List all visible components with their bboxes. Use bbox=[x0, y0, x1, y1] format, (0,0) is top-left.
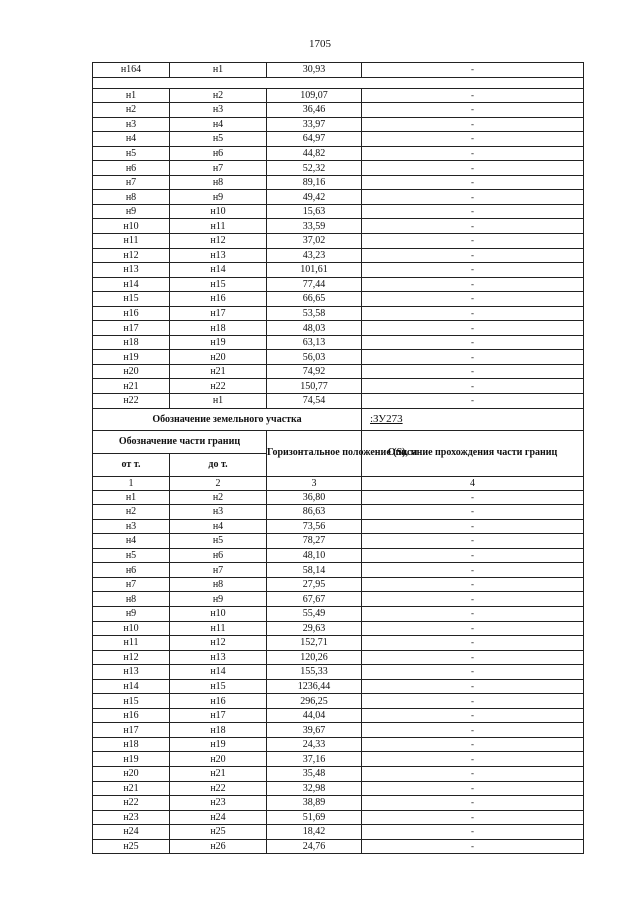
length-value: 77,44 bbox=[267, 277, 362, 292]
to-point: н16 bbox=[170, 292, 267, 307]
description-cell: - bbox=[362, 810, 584, 825]
to-point: н5 bbox=[170, 534, 267, 549]
length-value: 150,77 bbox=[267, 379, 362, 394]
description-cell: - bbox=[362, 577, 584, 592]
to-point: н6 bbox=[170, 146, 267, 161]
column-number: 4 bbox=[362, 476, 584, 490]
from-point: н1 bbox=[93, 88, 170, 103]
length-value: 48,03 bbox=[267, 321, 362, 336]
description-cell: - bbox=[362, 117, 584, 132]
from-point: н6 bbox=[93, 563, 170, 578]
column-number: 1 bbox=[93, 476, 170, 490]
length-value: 296,25 bbox=[267, 694, 362, 709]
blank-row bbox=[93, 77, 584, 88]
table-row bbox=[93, 810, 584, 825]
table-row bbox=[93, 737, 584, 752]
from-point: н8 bbox=[93, 592, 170, 607]
table-row bbox=[93, 534, 584, 549]
horizontal-header: Горизонтальное положение (S), м bbox=[267, 430, 362, 476]
from-point: н2 bbox=[93, 505, 170, 520]
description-cell: - bbox=[362, 306, 584, 321]
table-row bbox=[93, 175, 584, 190]
length-value: 24,76 bbox=[267, 839, 362, 854]
to-point: н4 bbox=[170, 117, 267, 132]
land-plot-label: Обозначение земельного участка bbox=[93, 408, 362, 430]
description-header: Описание прохождения части границ bbox=[362, 430, 584, 476]
description-cell: - bbox=[362, 234, 584, 249]
to-point: н19 bbox=[170, 737, 267, 752]
description-cell: - bbox=[362, 364, 584, 379]
to-point: н21 bbox=[170, 766, 267, 781]
from-point: н19 bbox=[93, 350, 170, 365]
from-point: н5 bbox=[93, 146, 170, 161]
table-row bbox=[93, 650, 584, 665]
to-point: н7 bbox=[170, 563, 267, 578]
table-row bbox=[93, 88, 584, 103]
to-point: н9 bbox=[170, 592, 267, 607]
header-row bbox=[93, 430, 584, 453]
from-point: н12 bbox=[93, 248, 170, 263]
to-point: н8 bbox=[170, 175, 267, 190]
description-cell: - bbox=[362, 321, 584, 336]
from-point: н9 bbox=[93, 606, 170, 621]
from-point: н21 bbox=[93, 379, 170, 394]
description-cell: - bbox=[362, 592, 584, 607]
to-point: н15 bbox=[170, 679, 267, 694]
table-row bbox=[93, 796, 584, 811]
length-value: 29,63 bbox=[267, 621, 362, 636]
length-value: 37,16 bbox=[267, 752, 362, 767]
from-point: н16 bbox=[93, 708, 170, 723]
to-point: н20 bbox=[170, 752, 267, 767]
length-value: 53,58 bbox=[267, 306, 362, 321]
table-row bbox=[93, 350, 584, 365]
to-point: н15 bbox=[170, 277, 267, 292]
table-row bbox=[93, 321, 584, 336]
length-value: 27,95 bbox=[267, 577, 362, 592]
to-point: н12 bbox=[170, 636, 267, 651]
to-point: н19 bbox=[170, 335, 267, 350]
table-row bbox=[93, 519, 584, 534]
table-row bbox=[93, 63, 584, 78]
from-point: н20 bbox=[93, 364, 170, 379]
description-cell: - bbox=[362, 219, 584, 234]
from-point: н14 bbox=[93, 277, 170, 292]
from-point: н10 bbox=[93, 219, 170, 234]
to-point: н1 bbox=[170, 394, 267, 409]
from-point: н21 bbox=[93, 781, 170, 796]
table-row bbox=[93, 364, 584, 379]
table-row bbox=[93, 621, 584, 636]
to-point: н17 bbox=[170, 306, 267, 321]
length-value: 86,63 bbox=[267, 505, 362, 520]
from-point: н9 bbox=[93, 204, 170, 219]
land-plot-row bbox=[93, 408, 584, 430]
table-row bbox=[93, 132, 584, 147]
description-cell: - bbox=[362, 839, 584, 854]
length-value: 63,13 bbox=[267, 335, 362, 350]
to-point: н21 bbox=[170, 364, 267, 379]
from-point: н1 bbox=[93, 490, 170, 505]
table-row bbox=[93, 234, 584, 249]
length-value: 38,89 bbox=[267, 796, 362, 811]
from-point: н14 bbox=[93, 679, 170, 694]
description-cell: - bbox=[362, 606, 584, 621]
length-value: 43,23 bbox=[267, 248, 362, 263]
from-point: н7 bbox=[93, 577, 170, 592]
from-point: н4 bbox=[93, 132, 170, 147]
length-value: 18,42 bbox=[267, 825, 362, 840]
length-value: 36,80 bbox=[267, 490, 362, 505]
from-point: н15 bbox=[93, 694, 170, 709]
description-cell: - bbox=[362, 63, 584, 78]
to-point: н10 bbox=[170, 204, 267, 219]
to-point: н22 bbox=[170, 379, 267, 394]
description-cell: - bbox=[362, 548, 584, 563]
description-cell: - bbox=[362, 161, 584, 176]
table-row bbox=[93, 694, 584, 709]
parts-header: Обозначение части границ bbox=[93, 430, 267, 453]
from-point: н13 bbox=[93, 665, 170, 680]
length-value: 73,56 bbox=[267, 519, 362, 534]
table-row bbox=[93, 248, 584, 263]
from-point: н11 bbox=[93, 234, 170, 249]
table-row bbox=[93, 277, 584, 292]
description-cell: - bbox=[362, 277, 584, 292]
description-cell: - bbox=[362, 263, 584, 278]
description-cell: - bbox=[362, 490, 584, 505]
table-row bbox=[93, 548, 584, 563]
table-row bbox=[93, 190, 584, 205]
table-row bbox=[93, 219, 584, 234]
length-value: 64,97 bbox=[267, 132, 362, 147]
description-cell: - bbox=[362, 146, 584, 161]
length-value: 120,26 bbox=[267, 650, 362, 665]
from-point: н4 bbox=[93, 534, 170, 549]
to-point: н7 bbox=[170, 161, 267, 176]
description-cell: - bbox=[362, 752, 584, 767]
to-point: н6 bbox=[170, 548, 267, 563]
length-value: 152,71 bbox=[267, 636, 362, 651]
table-row bbox=[93, 306, 584, 321]
from-point: н6 bbox=[93, 161, 170, 176]
table-row bbox=[93, 723, 584, 738]
length-value: 155,33 bbox=[267, 665, 362, 680]
length-value: 24,33 bbox=[267, 737, 362, 752]
description-cell: - bbox=[362, 175, 584, 190]
length-value: 74,92 bbox=[267, 364, 362, 379]
table-row bbox=[93, 781, 584, 796]
length-value: 109,07 bbox=[267, 88, 362, 103]
length-value: 37,02 bbox=[267, 234, 362, 249]
length-value: 56,03 bbox=[267, 350, 362, 365]
description-cell: - bbox=[362, 519, 584, 534]
table-row bbox=[93, 665, 584, 680]
to-point: н11 bbox=[170, 621, 267, 636]
column-number: 3 bbox=[267, 476, 362, 490]
length-value: 58,14 bbox=[267, 563, 362, 578]
table-row bbox=[93, 505, 584, 520]
length-value: 101,61 bbox=[267, 263, 362, 278]
description-cell: - bbox=[362, 103, 584, 118]
description-cell: - bbox=[362, 636, 584, 651]
length-value: 44,04 bbox=[267, 708, 362, 723]
length-value: 35,48 bbox=[267, 766, 362, 781]
length-value: 66,65 bbox=[267, 292, 362, 307]
from-point: н13 bbox=[93, 263, 170, 278]
table-row bbox=[93, 117, 584, 132]
from-point: н18 bbox=[93, 335, 170, 350]
from-point: н3 bbox=[93, 117, 170, 132]
description-cell: - bbox=[362, 88, 584, 103]
to-point: н20 bbox=[170, 350, 267, 365]
table-row bbox=[93, 490, 584, 505]
column-number-row bbox=[93, 476, 584, 490]
page-number: 1705 bbox=[309, 38, 331, 50]
table-row bbox=[93, 766, 584, 781]
table-row bbox=[93, 204, 584, 219]
from-point: н7 bbox=[93, 175, 170, 190]
length-value: 1236,44 bbox=[267, 679, 362, 694]
from-point: н22 bbox=[93, 394, 170, 409]
table-row bbox=[93, 103, 584, 118]
table-row bbox=[93, 592, 584, 607]
description-cell: - bbox=[362, 394, 584, 409]
to-header: до т. bbox=[170, 453, 267, 476]
description-cell: - bbox=[362, 204, 584, 219]
to-point: н17 bbox=[170, 708, 267, 723]
description-cell: - bbox=[362, 723, 584, 738]
description-cell: - bbox=[362, 781, 584, 796]
to-point: н13 bbox=[170, 248, 267, 263]
to-point: н14 bbox=[170, 263, 267, 278]
table-row bbox=[93, 577, 584, 592]
boundary-table bbox=[92, 62, 584, 854]
to-point: н2 bbox=[170, 490, 267, 505]
from-point: н15 bbox=[93, 292, 170, 307]
table-row bbox=[93, 161, 584, 176]
to-point: н3 bbox=[170, 103, 267, 118]
to-point: н22 bbox=[170, 781, 267, 796]
table-row bbox=[93, 606, 584, 621]
length-value: 15,63 bbox=[267, 204, 362, 219]
from-point: н11 bbox=[93, 636, 170, 651]
table-row bbox=[93, 379, 584, 394]
description-cell: - bbox=[362, 190, 584, 205]
description-cell: - bbox=[362, 679, 584, 694]
table-row bbox=[93, 752, 584, 767]
from-point: н2 bbox=[93, 103, 170, 118]
length-value: 52,32 bbox=[267, 161, 362, 176]
description-cell: - bbox=[362, 132, 584, 147]
to-point: н10 bbox=[170, 606, 267, 621]
length-value: 51,69 bbox=[267, 810, 362, 825]
table-row bbox=[93, 394, 584, 409]
to-point: н16 bbox=[170, 694, 267, 709]
description-cell: - bbox=[362, 708, 584, 723]
table-row bbox=[93, 636, 584, 651]
description-cell: - bbox=[362, 505, 584, 520]
table-row bbox=[93, 263, 584, 278]
to-point: н14 bbox=[170, 665, 267, 680]
table-row bbox=[93, 335, 584, 350]
length-value: 33,97 bbox=[267, 117, 362, 132]
to-point: н24 bbox=[170, 810, 267, 825]
to-point: н2 bbox=[170, 88, 267, 103]
land-plot-ref: :ЗУ273 bbox=[362, 408, 584, 430]
to-point: н12 bbox=[170, 234, 267, 249]
description-cell: - bbox=[362, 292, 584, 307]
length-value: 48,10 bbox=[267, 548, 362, 563]
to-point: н18 bbox=[170, 321, 267, 336]
from-point: н10 bbox=[93, 621, 170, 636]
to-point: н23 bbox=[170, 796, 267, 811]
from-point: н3 bbox=[93, 519, 170, 534]
to-point: н11 bbox=[170, 219, 267, 234]
to-point: н9 bbox=[170, 190, 267, 205]
from-point: н8 bbox=[93, 190, 170, 205]
description-cell: - bbox=[362, 650, 584, 665]
to-point: н3 bbox=[170, 505, 267, 520]
description-cell: - bbox=[362, 766, 584, 781]
from-point: н22 bbox=[93, 796, 170, 811]
description-cell: - bbox=[362, 796, 584, 811]
length-value: 55,49 bbox=[267, 606, 362, 621]
from-point: н18 bbox=[93, 737, 170, 752]
from-point: н23 bbox=[93, 810, 170, 825]
from-point: н17 bbox=[93, 723, 170, 738]
from-point: н164 bbox=[93, 63, 170, 78]
length-value: 67,67 bbox=[267, 592, 362, 607]
to-point: н1 bbox=[170, 63, 267, 78]
description-cell: - bbox=[362, 350, 584, 365]
length-value: 78,27 bbox=[267, 534, 362, 549]
length-value: 49,42 bbox=[267, 190, 362, 205]
length-value: 32,98 bbox=[267, 781, 362, 796]
column-number: 2 bbox=[170, 476, 267, 490]
description-cell: - bbox=[362, 665, 584, 680]
description-cell: - bbox=[362, 737, 584, 752]
from-point: н25 bbox=[93, 839, 170, 854]
from-point: н19 bbox=[93, 752, 170, 767]
description-cell: - bbox=[362, 379, 584, 394]
from-point: н16 bbox=[93, 306, 170, 321]
description-cell: - bbox=[362, 621, 584, 636]
from-point: н5 bbox=[93, 548, 170, 563]
from-point: н12 bbox=[93, 650, 170, 665]
to-point: н5 bbox=[170, 132, 267, 147]
length-value: 33,59 bbox=[267, 219, 362, 234]
to-point: н18 bbox=[170, 723, 267, 738]
table-row bbox=[93, 563, 584, 578]
from-point: н20 bbox=[93, 766, 170, 781]
length-value: 89,16 bbox=[267, 175, 362, 190]
from-header: от т. bbox=[93, 453, 170, 476]
table-row bbox=[93, 292, 584, 307]
description-cell: - bbox=[362, 694, 584, 709]
description-cell: - bbox=[362, 248, 584, 263]
table-row bbox=[93, 825, 584, 840]
length-value: 30,93 bbox=[267, 63, 362, 78]
to-point: н4 bbox=[170, 519, 267, 534]
description-cell: - bbox=[362, 534, 584, 549]
to-point: н25 bbox=[170, 825, 267, 840]
table-row bbox=[93, 839, 584, 854]
length-value: 39,67 bbox=[267, 723, 362, 738]
from-point: н24 bbox=[93, 825, 170, 840]
table-row bbox=[93, 679, 584, 694]
description-cell: - bbox=[362, 825, 584, 840]
to-point: н26 bbox=[170, 839, 267, 854]
table-row bbox=[93, 146, 584, 161]
length-value: 36,46 bbox=[267, 103, 362, 118]
length-value: 44,82 bbox=[267, 146, 362, 161]
table-row bbox=[93, 708, 584, 723]
to-point: н8 bbox=[170, 577, 267, 592]
description-cell: - bbox=[362, 335, 584, 350]
to-point: н13 bbox=[170, 650, 267, 665]
length-value: 74,54 bbox=[267, 394, 362, 409]
from-point: н17 bbox=[93, 321, 170, 336]
description-cell: - bbox=[362, 563, 584, 578]
